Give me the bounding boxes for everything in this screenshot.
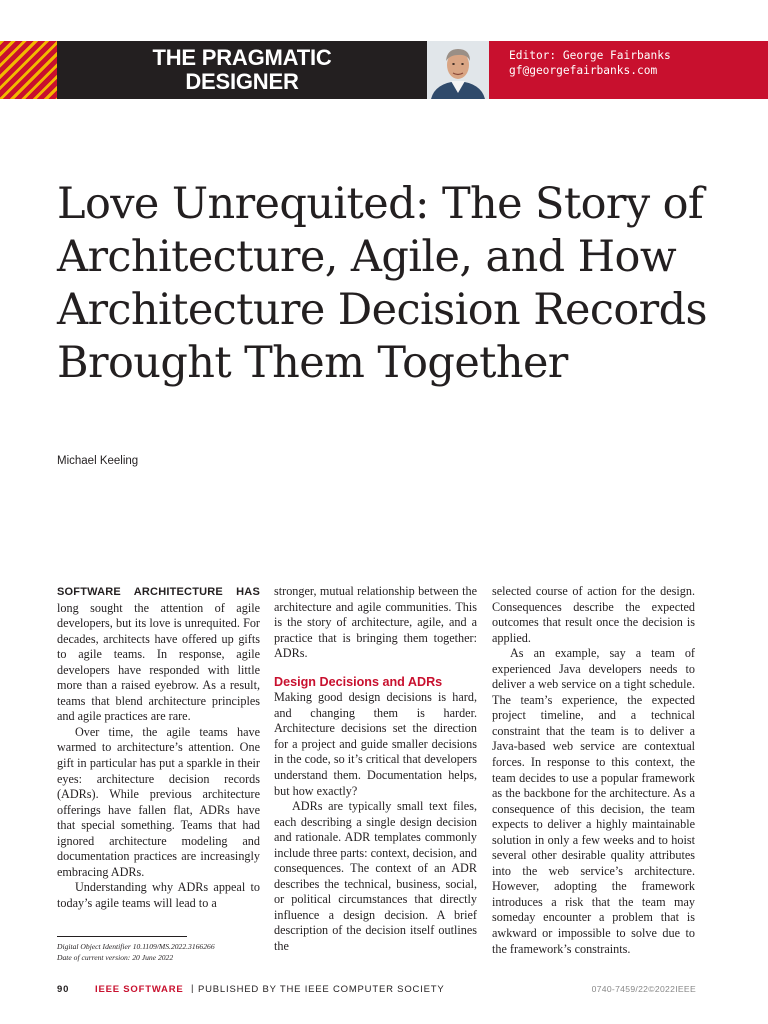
paragraph: Over time, the agile teams have warmed to architecture’s attention. One gift in particular has put a sparkle in their eyes: architecture decision records (ADRs). While previous architecture offerings have fallen flat, ADRs have that special something. Teams that had ignored architecture modeling and documentation practices are increasingly embracing ADRs. <box>57 724 260 879</box>
editor-email[interactable]: gf@georgefairbanks.com <box>509 64 658 77</box>
paragraph: ADRs are typically small text files, each describing a single design decision and rationale. ADR templates commonly include three parts: context, decision, and consequences. The context of an ADR describes the technical, business, social, or political circumstances that directly influence a design decision. A brief description of the decision itself outlines the <box>274 799 477 953</box>
editor-photo <box>427 41 489 99</box>
paragraph: Understanding why ADRs appeal to today’s agile teams will lead to a <box>57 880 260 910</box>
editor-name: George Fairbanks <box>562 49 671 62</box>
paragraph: As an example, say a team of experienced Java developers needs to deliver a web service on a tight schedule. The team’s experience, the expected project timeline, and a technical constraint that the team is to deliver a Java-based web service are contextual forces. In response to this context, the team decides to use a popular framework as the backbone for the architecture. As a consequence of this decision, the team expects to deliver a highly maintainable solution in only a few weeks and to hoist several other desirable quality attributes into the web service’s architecture. However, adopting the framework introduces a risk that the team may someday encounter a problem that is awkward or impossible to solve due to the framework’s constraints. <box>492 646 695 956</box>
paragraph: selected course of action for the design. Consequences describe the expected outcomes that result once the decision is applied. <box>492 584 695 645</box>
body-column-3 <box>492 584 695 957</box>
body-column-2 <box>274 584 477 955</box>
paragraph: Making good design decisions is hard, and changing them is harder. Architecture decisions set the direction for a project and guide smaller decisions in the code, so it’s critical that developers understand them. Documentation helps, but how exactly? <box>274 690 477 798</box>
publisher-line: PUBLISHED BY THE IEEE COMPUTER SOCIETY <box>198 984 445 995</box>
date-note: Date of current version: 20 June 2022 <box>57 953 174 962</box>
page-number: 90 <box>57 984 70 995</box>
doi-note: Digital Object Identifier 10.1109/MS.2022.3166266 <box>57 942 215 951</box>
paragraph-text: long sought the attention of agile developers, but its love is unrequited. For decades, architects have offered up gifts to agile teams. In response, agile developers have responded with little more than a raised eyebrow. As a result, teams that blend architecture principles and agile practices are rare. <box>57 600 260 724</box>
footnote <box>57 941 267 963</box>
editor-credit <box>489 41 768 99</box>
page-footer <box>57 984 707 998</box>
article-title: Love Unrequited: The Story of Architecture, Agile, and How Architecture Decision Records Brought Them Together <box>57 179 707 388</box>
article-author: Michael Keeling <box>57 455 139 467</box>
magazine-name: IEEE SOFTWARE <box>95 984 184 995</box>
body-column-1 <box>57 584 260 911</box>
footnote-rule <box>57 936 187 937</box>
paragraph: stronger, mutual relationship between the architecture and agile communities. This is the story of architecture, agile, and a practice that is bringing them together: ADRs. <box>274 584 477 661</box>
editor-line <box>509 48 671 63</box>
section-heading: Design Decisions and ADRs <box>274 674 443 689</box>
department-banner <box>57 41 427 99</box>
footer-separator: | <box>191 983 195 994</box>
paragraph <box>57 584 260 725</box>
department-line-2: DESIGNER <box>185 69 299 94</box>
department-line-1: THE PRAGMATIC <box>152 45 332 70</box>
lead-in: SOFTWARE ARCHITECTURE HAS <box>57 586 260 598</box>
issn-copyright: 0740-7459/22©2022IEEE <box>591 984 696 994</box>
editor-label: Editor: <box>509 49 557 62</box>
header-stripes <box>0 41 57 99</box>
